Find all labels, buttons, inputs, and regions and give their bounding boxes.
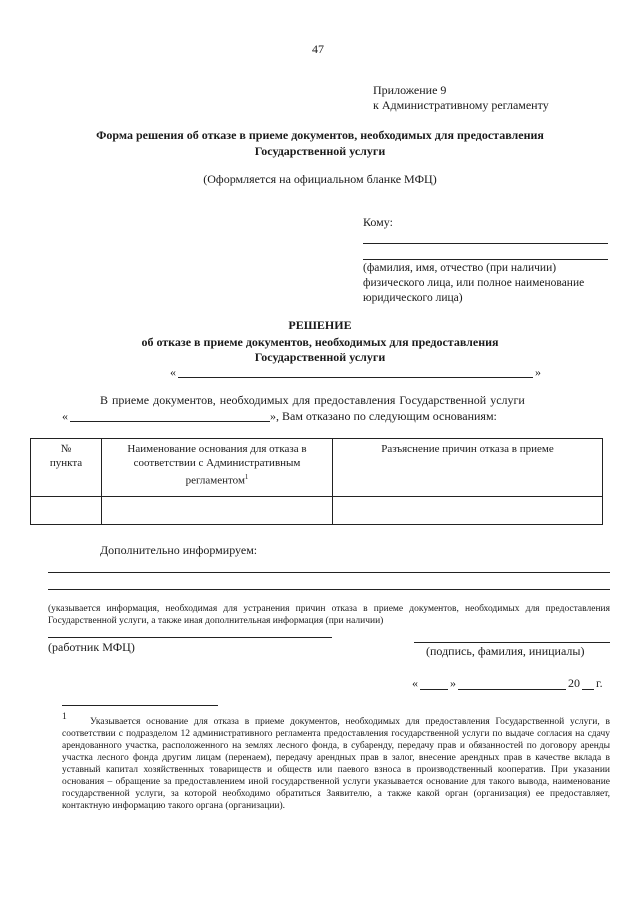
addressee-hint-1: (фамилия, имя, отчество (при наличии) <box>363 262 557 274</box>
form-title-line-2: Государственной услуги <box>254 144 386 158</box>
sign-caption: (подпись, фамилия, инициалы) <box>426 644 585 658</box>
addressee-line-2 <box>363 259 608 260</box>
blank-note: (Оформляется на официальном бланке МФЦ) <box>203 172 437 186</box>
additional-note: (указывается информация, необходимая для устранения причин отказа в приеме документов, необходимых для предоставления Государственной услуги, а также иная дополнительная информация (при наличии) <box>48 604 610 626</box>
header-explanation <box>333 439 603 497</box>
additional-line-2 <box>48 589 610 590</box>
header-item-number <box>31 439 102 497</box>
page-number: 47 <box>312 42 324 56</box>
addressee-hint-2: физического лица, или полное наименование <box>363 277 585 289</box>
table-header-row <box>31 439 603 497</box>
decision-quote-open: « <box>170 365 176 379</box>
date-quote-open: « <box>412 676 418 690</box>
header-reason-name <box>102 439 333 497</box>
header-reason-line-3-text: регламентом <box>185 474 245 487</box>
date-day-line <box>420 689 448 690</box>
table-cell-number[interactable] <box>31 497 102 525</box>
date-quote-close: » <box>450 676 456 690</box>
body-text-line-2: », Вам отказано по следующим основаниям: <box>270 409 497 423</box>
appendix-line-2: к Административному регламенту <box>373 98 549 112</box>
date-year-suffix: г. <box>596 676 603 690</box>
footnote-separator <box>62 705 218 706</box>
addressee-label: Кому: <box>363 215 393 229</box>
date-month-line <box>458 689 566 690</box>
header-reason-line-3 <box>106 470 328 488</box>
sign-line <box>414 642 610 643</box>
additional-line-1 <box>48 572 610 573</box>
addressee-line-1 <box>363 243 608 244</box>
worker-line <box>48 637 332 638</box>
additional-label: Дополнительно информируем: <box>100 543 258 557</box>
footnote-text: Указывается основание для отказа в приеме документов, необходимых для предоставления Государственной услуги, в соответствии с подразделом 12 административного регламента предоставления государственной услуги по выдаче согласия на сдачу арендованного участка, расположенного на землях лесного фонда, в субаренду, передачу прав и обязанностей по договору аренды участка лесного фонда другим лицам (перенаем), передачу арендных прав в залог, внесение арендных прав в качестве вклада в уставный капитал хозяйственных товариществ и обществ или паевого взноса в производственный кооператив. При указании основания – обращение за предоставлением иной государственной услуги указывается основание для такого вывода, наименование государственной услуги, за которой необходимо обратиться Заявителю, а также какой орган (организация) ее предоставляет, контактную информацию такого органа (организации). <box>62 717 610 811</box>
table-cell-explanation[interactable] <box>333 497 603 525</box>
addressee-hint-3: юридического лица) <box>363 292 463 304</box>
decision-sub-line-1: об отказе в приеме документов, необходимых для предоставления <box>141 335 499 349</box>
table-cell-reason[interactable] <box>102 497 333 525</box>
appendix-line-1: Приложение 9 <box>373 83 447 97</box>
body-quote-open: « <box>62 409 68 423</box>
footnote-ref: 1 <box>244 473 249 481</box>
decision-quote-close: » <box>535 365 541 379</box>
date-year: 20 <box>568 676 580 690</box>
header-reason-line-1: Наименование основания для отказа в <box>127 443 307 455</box>
header-reason-line-2: соответствии с Административным <box>133 457 301 469</box>
decision-service-line <box>178 377 533 378</box>
header-explanation-text: Разъяснение причин отказа в приеме <box>381 443 554 455</box>
reasons-table <box>30 438 603 525</box>
form-title-line-1: Форма решения об отказе в приеме документов, необходимых для предоставления <box>96 128 544 142</box>
decision-sub-line-2: Государственной услуги <box>254 350 386 364</box>
decision-heading: РЕШЕНИЕ <box>288 318 352 332</box>
date-year-line <box>582 689 594 690</box>
header-item-number-line-1: № <box>60 443 72 455</box>
worker-caption: (работник МФЦ) <box>48 640 135 654</box>
footnote-mark: 1 <box>62 712 67 722</box>
body-service-line <box>70 421 270 422</box>
body-text-line-1: В приеме документов, необходимых для предоставления Государственной услуги <box>100 393 525 407</box>
table-row <box>31 497 603 525</box>
header-item-number-line-2: пункта <box>49 457 83 469</box>
